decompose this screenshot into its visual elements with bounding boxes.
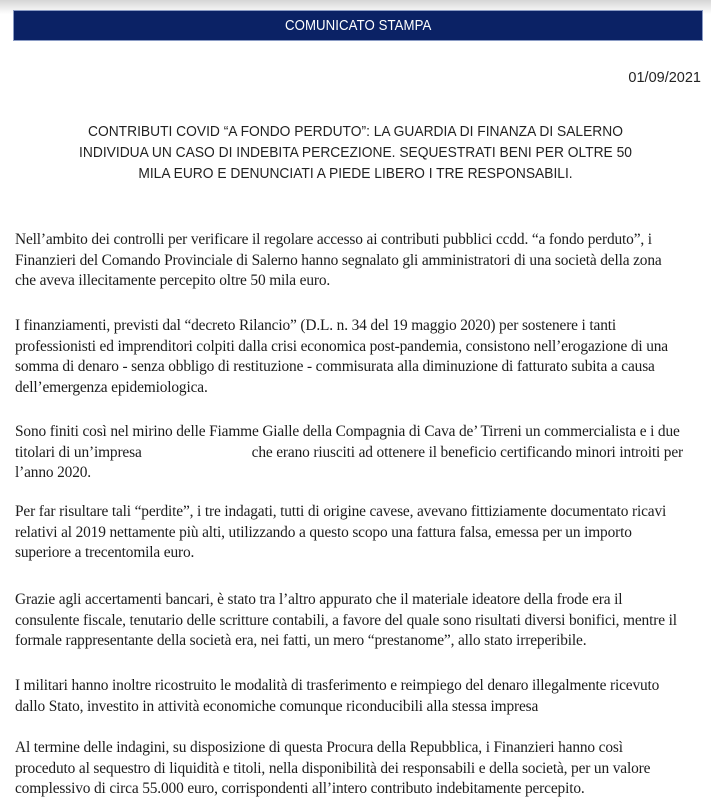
headline-line: MILA EURO E DENUNCIATI A PIEDE LIBERO I TRE RESPONSABILI.	[138, 165, 573, 182]
paragraph-line: superiore a trecentomila euro.	[15, 544, 195, 561]
paragraph-line: formale rappresentante della società era, nei fatti, un mero “prestanome”, allo stato irreperibile.	[15, 632, 587, 649]
paragraph-2	[15, 316, 705, 398]
paragraph-5	[15, 590, 705, 652]
paragraph-line: relativi al 2019 nettamente più alti, utilizzando a questo scopo una fattura falsa, emessa per un importo	[15, 523, 632, 541]
paragraph-line: Sono finiti così nel mirino delle Fiamme Gialle della Compagnia di Cava de’ Tirreni un commercialista e i due	[15, 423, 680, 440]
paragraph-line: Al termine delle indagini, su disposizione di questa Procura della Repubblica, i Finanzieri hanno così	[15, 739, 623, 756]
paragraph-4	[15, 502, 705, 564]
paragraph-line: Nell’ambito dei controlli per verificare il regolare accesso ai contributi pubblici ccdd. “a fondo perduto”, i	[15, 231, 652, 248]
paragraph-line: professionisti ed imprenditori colpiti dalla crisi economica post-pandemia, consistono nell’erogazione di una	[15, 337, 668, 355]
headline-line: CONTRIBUTI COVID “A FONDO PERDUTO”: LA GUARDIA DI FINANZA DI SALERNO	[88, 123, 623, 140]
paragraph-line: dell’emergenza epidemiologica.	[15, 378, 208, 396]
paragraph-line: proceduto al sequestro di liquidità e titoli, nella disponibilità dei responsabili e della società, per un valore	[15, 759, 651, 777]
paragraph-line: l’anno 2020.	[15, 464, 91, 481]
headline	[47, 121, 664, 184]
paragraph-line: Per far risultare tali “perdite”, i tre indagati, tutti di origine cavese, avevano fittiziamente documentato ricavi	[15, 503, 667, 520]
header-title: COMUNICATO STAMPA	[284, 17, 432, 34]
paragraph-line: I finanziamenti, previsti dal “decreto Rilancio” (D.L. n. 34 del 19 maggio 2020) per sostenere i tanti	[15, 317, 616, 334]
paragraph-line-part: che erano riusciti ad ottenere il beneficio certificando minori introiti per	[251, 443, 683, 461]
paragraph-7	[15, 738, 705, 800]
paragraph-6	[15, 676, 705, 717]
press-release-header	[13, 10, 703, 41]
paragraph-line: che aveva illecitamente percepito oltre 50 mila euro.	[15, 272, 331, 289]
paragraph-line: I militari hanno inoltre ricostruito le modalità di trasferimento e reimpiego del denaro illegalmente ricevuto	[15, 677, 660, 694]
paragraph-line: dallo Stato, investito in attività economiche comunque riconducibili alla stessa impresa	[15, 697, 539, 715]
paragraph-line-split	[15, 443, 705, 464]
paragraph-3	[15, 422, 705, 484]
paragraph-line: complessivo di circa 55.000 euro, corrispondenti all’intero contributo indebitamente percepito.	[15, 780, 585, 797]
paragraph-line: Finanzieri del Comando Provinciale di Salerno hanno segnalato gli amministratori di una società della zona	[15, 251, 662, 269]
release-date: 01/09/2021	[628, 70, 701, 86]
paragraph-line: consulente fiscale, tenutario delle scritture contabili, a favore del quale sono risultati diversi bonifici, mentre il	[15, 611, 677, 629]
headline-line: INDIVIDUA UN CASO DI INDEBITA PERCEZIONE. SEQUESTRATI BENI PER OLTRE 50	[79, 144, 632, 161]
paragraph-line: somma di denaro - senza obbligo di restituzione - commisurata alla diminuzione di fatturato subita a causa	[15, 358, 655, 375]
paragraph-line: Grazie agli accertamenti bancari, è stato tra l’altro appurato che il materiale ideatore della frode era il	[15, 591, 623, 608]
paragraph-line-part: titolari di un’impresa	[15, 443, 142, 461]
paragraph-1	[15, 230, 705, 292]
